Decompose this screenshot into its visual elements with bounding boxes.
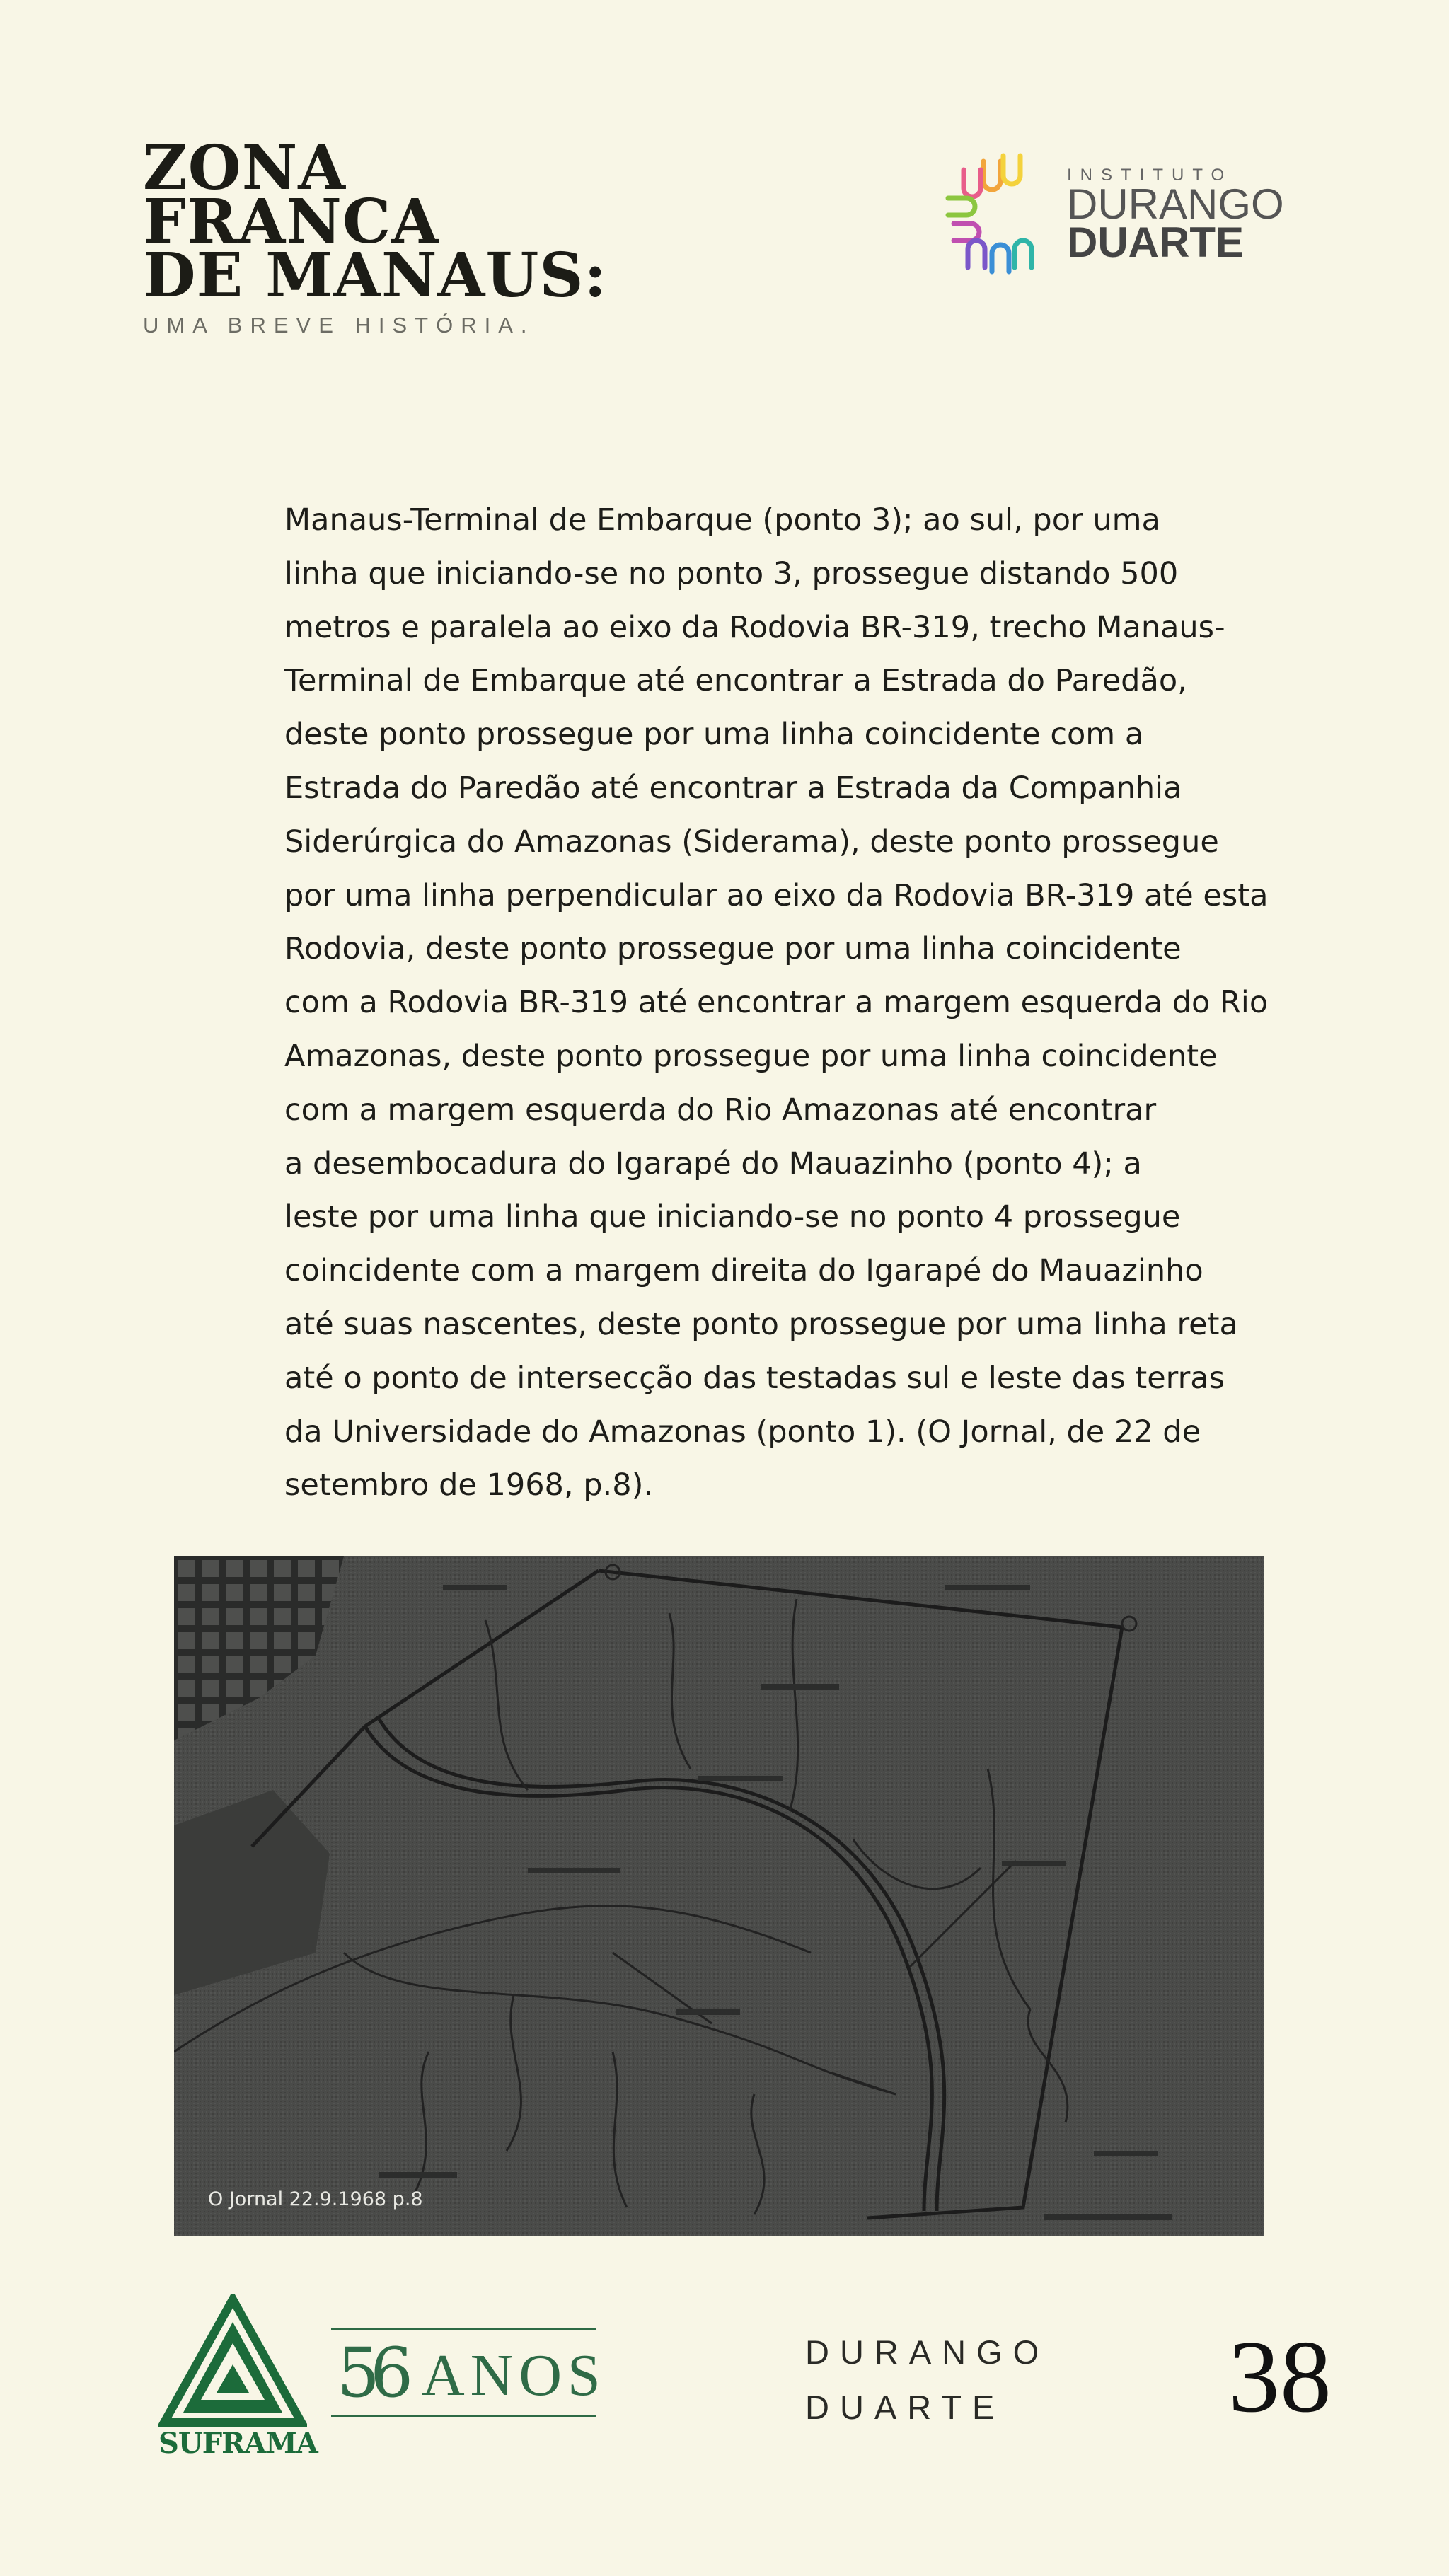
sunburst-logo-icon xyxy=(940,147,1067,282)
publication-title xyxy=(143,132,608,338)
body-line: com a margem esquerda do Rio Amazonas até encontrar xyxy=(284,1092,1157,1128)
title-line-2: FRANCA xyxy=(143,186,440,258)
anos-number: 56 xyxy=(337,2333,404,2413)
instituto-durango-duarte-logo xyxy=(940,147,1284,282)
title-line-1: ZONA xyxy=(143,132,347,204)
suframa-label: SUFRAMA xyxy=(158,2427,318,2460)
institute-logo-line2: DUARTE xyxy=(1067,219,1244,266)
body-line: Amazonas, deste ponto prossegue por uma linha coincidente xyxy=(284,1038,1218,1074)
anos-word: ANOS xyxy=(422,2343,606,2408)
suframa-triangle-icon xyxy=(158,2294,307,2428)
body-line: setembro de 1968, p.8). xyxy=(284,1467,654,1503)
publication-subtitle: UMA BREVE HISTÓRIA. xyxy=(143,313,535,337)
body-paragraph xyxy=(284,494,1289,1513)
footer-brand-line2: DUARTE xyxy=(805,2389,1005,2426)
body-line: com a Rodovia BR-319 até encontrar a margem esquerda do Rio xyxy=(284,985,1269,1021)
body-line: coincidente com a margem direita do Igarapé do Mauazinho xyxy=(284,1253,1203,1289)
title-line-3: DE MANAUS: xyxy=(143,240,608,311)
body-line: deste ponto prossegue por uma linha coincidente com a xyxy=(284,717,1144,753)
body-line: até suas nascentes, deste ponto prossegue por uma linha reta xyxy=(284,1306,1238,1342)
body-line: linha que iniciando-se no ponto 3, prossegue distando 500 xyxy=(284,555,1179,591)
56-anos-logo xyxy=(331,2328,606,2417)
body-line: por uma linha perpendicular ao eixo da Rodovia BR-319 até esta xyxy=(284,877,1269,913)
map-drawing xyxy=(174,1556,1264,2236)
footer-brand-line1: DURANGO xyxy=(805,2333,1050,2371)
map-caption: O Jornal 22.9.1968 p.8 xyxy=(208,2188,423,2210)
footer-brand xyxy=(805,2325,1049,2435)
historical-map-image xyxy=(174,1556,1264,2236)
institute-logo-line1: DURANGO xyxy=(1067,180,1284,228)
body-line: da Universidade do Amazonas (ponto 1). (O Jornal, de 22 de xyxy=(284,1414,1201,1450)
body-line: metros e paralela ao eixo da Rodovia BR-319, trecho Manaus- xyxy=(284,609,1225,645)
body-line: a desembocadura do Igarapé do Mauazinho (ponto 4); a xyxy=(284,1145,1142,1182)
institute-logo-text xyxy=(1067,166,1284,266)
institute-logo-small: INSTITUTO xyxy=(1067,166,1233,185)
body-line: Rodovia, deste ponto prossegue por uma linha coincidente xyxy=(284,931,1182,967)
suframa-logo xyxy=(158,2294,318,2460)
body-line: Manaus-Terminal de Embarque (ponto 3); ao sul, por uma xyxy=(284,502,1160,538)
body-line: Terminal de Embarque até encontrar a Estrada do Paredão, xyxy=(284,663,1187,699)
body-line: Siderúrgica do Amazonas (Siderama), deste ponto prossegue xyxy=(284,824,1219,860)
page-footer xyxy=(0,2285,1449,2462)
body-line: Estrada do Paredão até encontrar a Estrada da Companhia xyxy=(284,770,1182,806)
body-line: até o ponto de intersecção das testadas sul e leste das terras xyxy=(284,1360,1225,1396)
body-line: leste por uma linha que iniciando-se no ponto 4 prossegue xyxy=(284,1199,1181,1235)
page-number: 38 xyxy=(1228,2319,1332,2434)
